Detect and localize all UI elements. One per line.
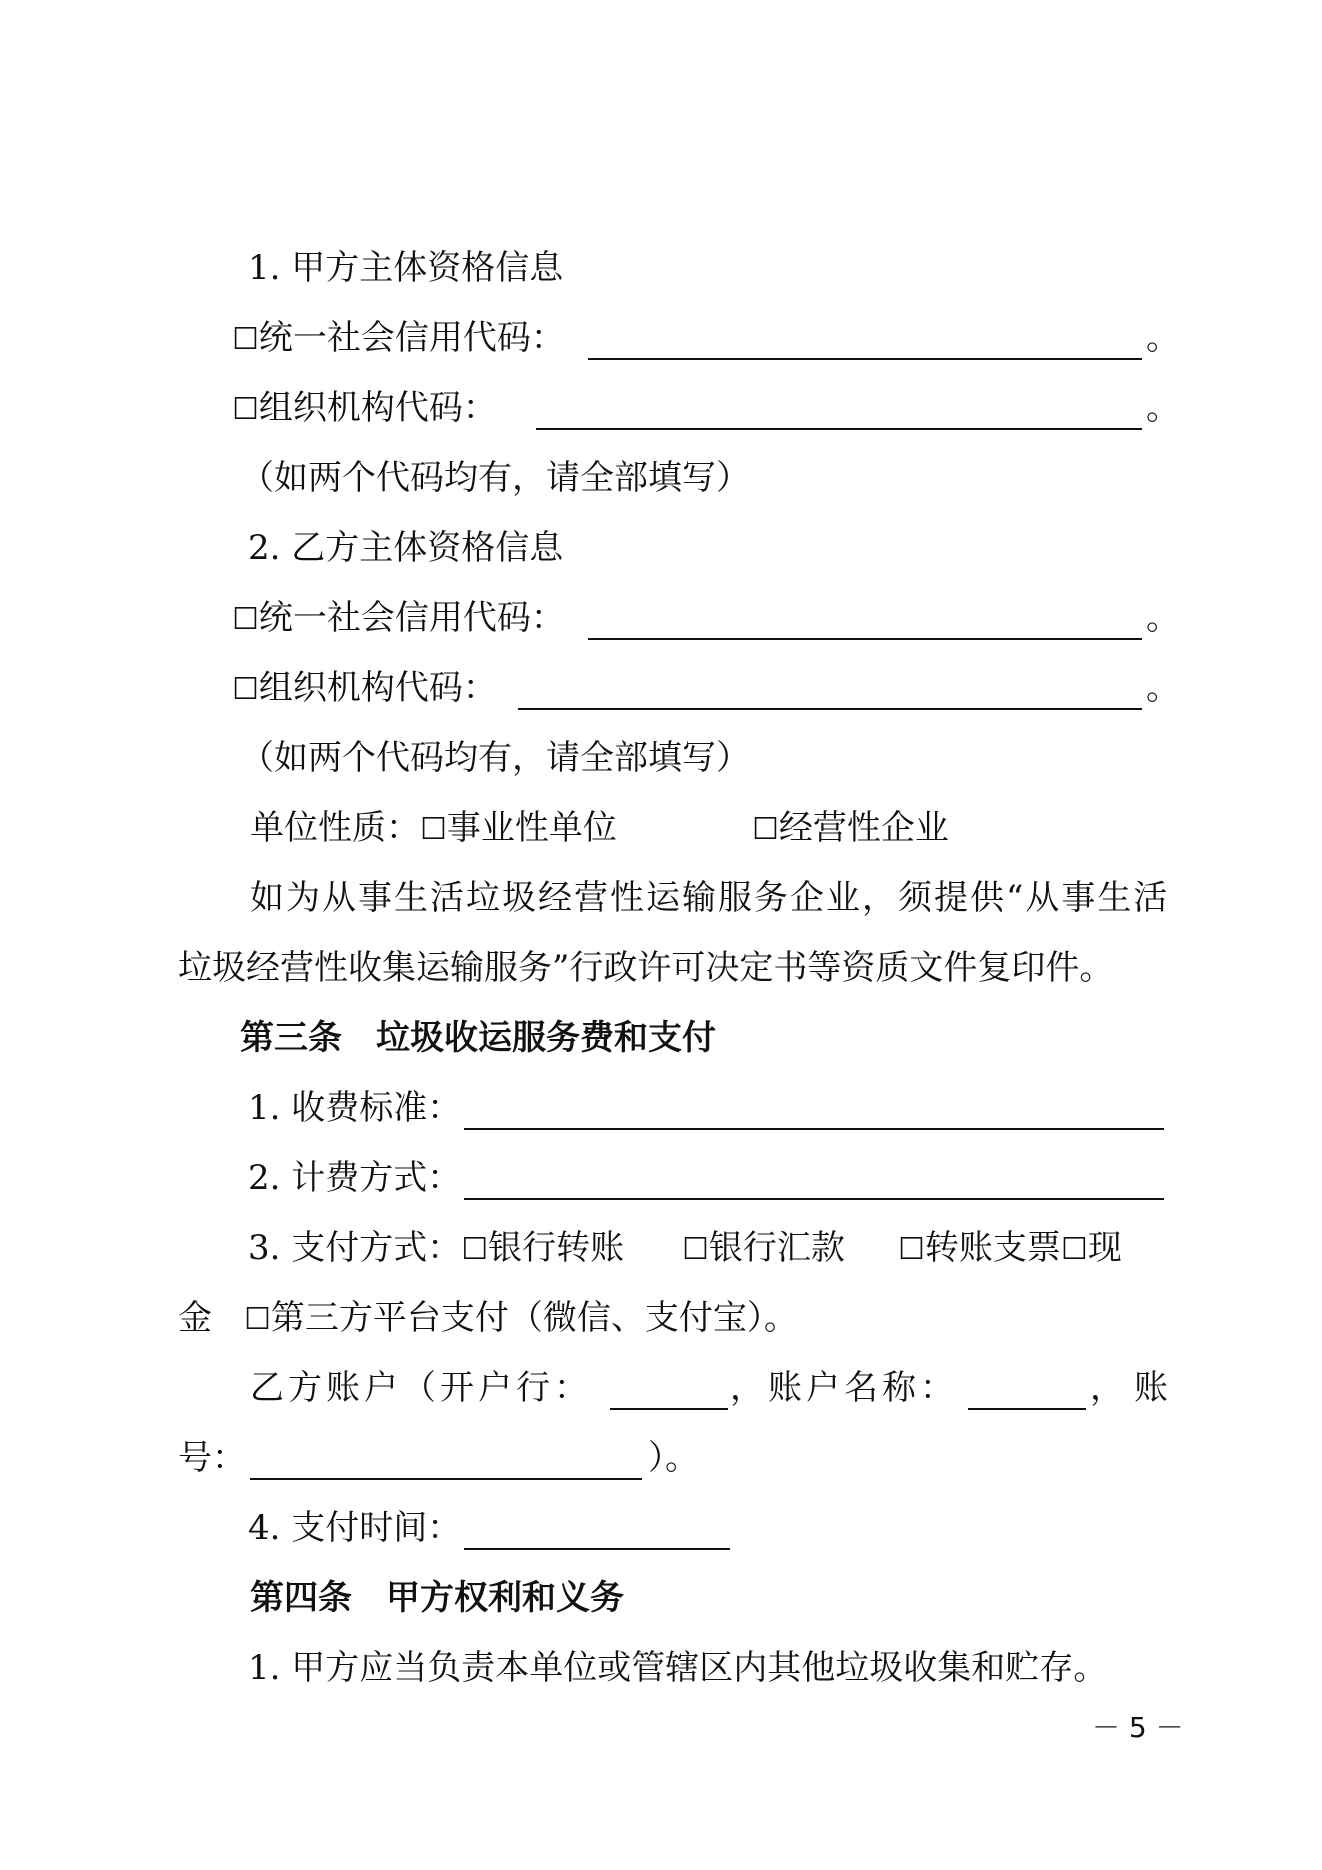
pay-option-row (178, 1294, 798, 1342)
account-prefix: 乙方账户（开户行： (250, 1368, 592, 1408)
pay-option-remittance: 银行汇款 (708, 1228, 845, 1268)
bank-name-input[interactable] (610, 1374, 728, 1410)
pay-option-row (898, 1224, 1122, 1272)
checkbox-icon[interactable]: ☐ (232, 322, 259, 357)
credit-code-input[interactable] (588, 324, 1142, 360)
payment-method-label: 3. 支付方式： (248, 1228, 462, 1268)
pay-option-third-party: 第三方平台支付（微信、支付宝）。 (270, 1298, 798, 1338)
checkbox-icon[interactable]: ☐ (461, 1232, 489, 1267)
period: 。 (1146, 388, 1180, 428)
page-number: － 5 － (1092, 1711, 1184, 1744)
org-code-input[interactable] (536, 394, 1142, 430)
period: 。 (1146, 668, 1180, 708)
period: 。 (1146, 318, 1180, 358)
paragraph-line: 垃圾经营性收集运输服务”行政许可决定书等资质文件复印件。 (178, 948, 1114, 988)
unit-option-public: 事业性单位 (446, 808, 617, 848)
org-code-label: 组织机构代码： (258, 668, 497, 708)
paragraph-line: 如为从事生活垃圾经营性运输服务企业，须提供“从事生活 (250, 878, 1170, 918)
yi-org-row (232, 664, 497, 712)
pay-option-cash-a: 现 (1087, 1228, 1122, 1268)
credit-code-input[interactable] (588, 604, 1142, 640)
checkbox-icon[interactable]: ☐ (232, 392, 259, 427)
jia-info-title: 1. 甲方主体资格信息 (248, 248, 564, 288)
account-no-label-b: 号： (178, 1438, 246, 1478)
checkbox-icon[interactable]: ☐ (244, 1302, 271, 1337)
checkbox-icon[interactable]: ☐ (752, 812, 779, 847)
checkbox-icon[interactable]: ☐ (232, 602, 259, 637)
checkbox-icon[interactable]: ☐ (420, 812, 447, 847)
yi-credit-row (232, 594, 565, 642)
org-code-input[interactable] (518, 674, 1142, 710)
account-name-label: ，账户名称： (730, 1368, 958, 1408)
credit-code-label: 统一社会信用代码： (258, 598, 565, 638)
org-code-label: 组织机构代码： (258, 388, 497, 428)
fee-standard-label: 1. 收费标准： (248, 1088, 462, 1128)
pay-option-bank-transfer: 银行转账 (488, 1228, 625, 1268)
account-no-label-a: ，账 (1090, 1368, 1178, 1408)
pay-option-row (682, 1224, 845, 1272)
pay-time-input[interactable] (464, 1514, 730, 1550)
jia-credit-row (232, 314, 565, 362)
billing-method-label: 2. 计费方式： (248, 1158, 462, 1198)
credit-code-label: 统一社会信用代码： (258, 318, 565, 358)
jia-note: （如两个代码均有，请全部填写） (240, 458, 750, 498)
checkbox-icon[interactable]: ☐ (232, 672, 259, 707)
unit-option-commercial-row (752, 804, 949, 852)
pay-option-check: 转账支票 (924, 1228, 1061, 1268)
jia-org-row (232, 384, 497, 432)
unit-option-commercial: 经营性企业 (778, 808, 949, 848)
payment-method-row (248, 1224, 624, 1272)
unit-nature-label: 单位性质： (250, 808, 420, 848)
checkbox-icon[interactable]: ☐ (682, 1232, 709, 1267)
article-4-item-1: 1. 甲方应当负责本单位或管辖区内其他垃圾收集和贮存。 (248, 1648, 1108, 1688)
yi-info-title: 2. 乙方主体资格信息 (248, 528, 564, 568)
unit-nature-row (250, 804, 617, 852)
article-3-heading: 第三条 垃圾收运服务费和支付 (240, 1018, 716, 1058)
article-4-heading: 第四条 甲方权利和义务 (250, 1578, 624, 1618)
fee-standard-input[interactable] (464, 1094, 1164, 1130)
period: 。 (1146, 598, 1180, 638)
checkbox-icon[interactable]: ☐ (1060, 1232, 1088, 1267)
yi-note: （如两个代码均有，请全部填写） (240, 738, 750, 778)
pay-time-label: 4. 支付时间： (248, 1508, 462, 1548)
account-name-input[interactable] (968, 1374, 1086, 1410)
pay-option-cash-b: 金 (178, 1298, 212, 1338)
account-end: ）。 (648, 1438, 699, 1478)
checkbox-icon[interactable]: ☐ (898, 1232, 925, 1267)
account-number-input[interactable] (250, 1444, 642, 1480)
billing-method-input[interactable] (464, 1164, 1164, 1200)
